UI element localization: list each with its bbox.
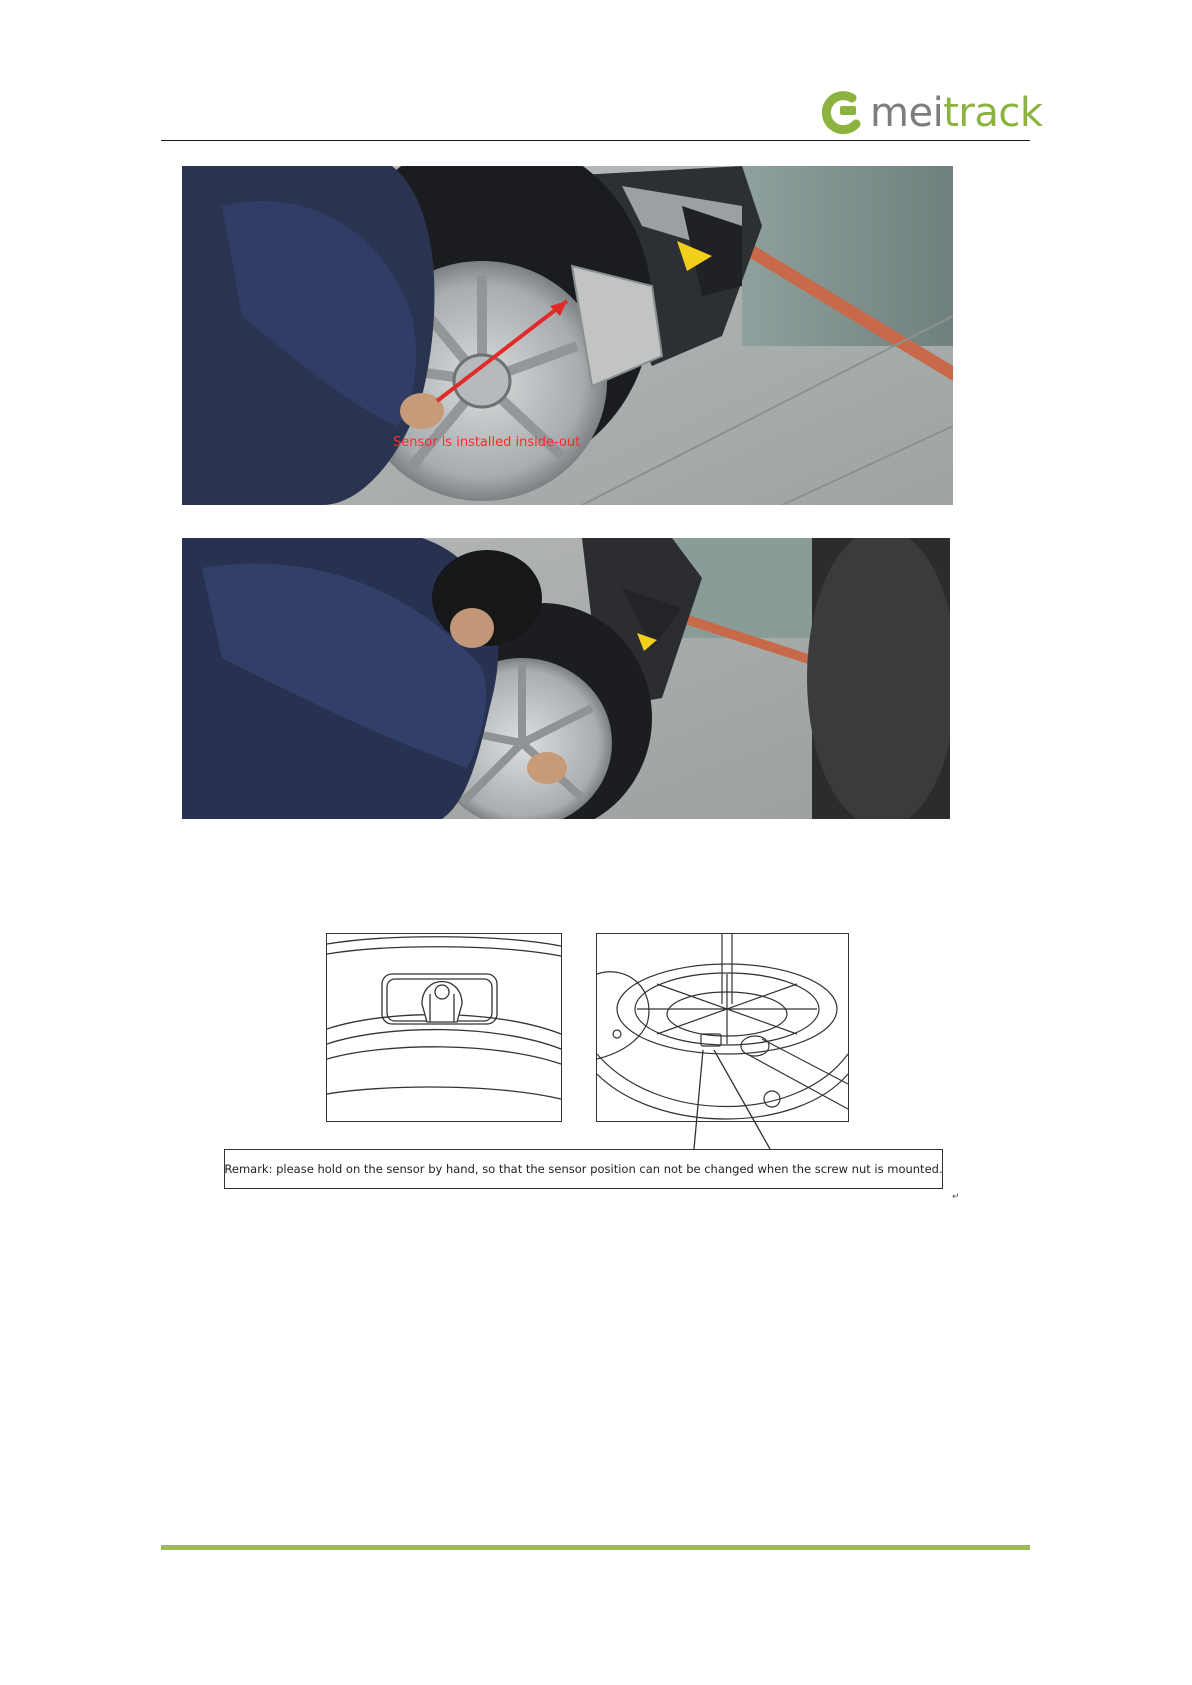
logo-wordmark: meitrack [870,90,1043,136]
paragraph-mark-icon: ↵ [952,1191,960,1201]
footer-divider [161,1545,1030,1550]
logo-mark-icon [822,90,866,138]
photo-caption: Sensor is installed inside-out [393,435,581,450]
callout-lines [680,1050,780,1150]
remark-box [224,1149,943,1189]
tire-sensor-photo-2 [182,538,950,819]
remark-text: Remark: please hold on the sensor by hand, so that the sensor position can not be changed when the screw nut is mounted. [224,1162,943,1176]
meitrack-logo [822,88,1043,138]
header-divider [161,140,1030,141]
sensor-closeup-drawing [326,933,562,1122]
tire-sensor-photo-1 [182,166,953,505]
